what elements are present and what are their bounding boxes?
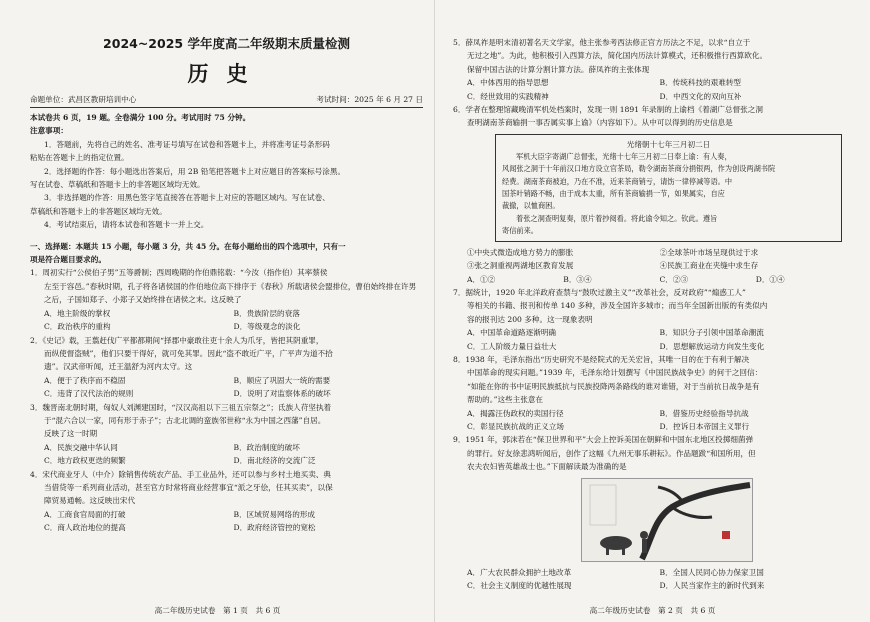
question-line: 无过之地”。为此，他积极引入西算方法，简化国内历法计算模式，还积极推行西算欧化。: [467, 51, 768, 61]
option: D．①④: [755, 274, 785, 284]
edict-line: 经费。湖南茶商被迫，乃在不准，近来茶商销亏，请饬一律停减等语。中: [502, 176, 733, 186]
question-line: 7．据统计，1920 年北洋政府查禁与“鼓吹过激主义”“改革社会，反对政府”“煽惑工人”: [453, 287, 746, 297]
option: D．控诉日本帝国主义罪行: [659, 421, 750, 431]
options-row: [453, 420, 852, 433]
question-line: 6．学者在整理馆藏晚清军机处档案时，发现一则 1891 年录制的上谕档《着湖广总督张之洞: [453, 105, 763, 115]
question-5: [453, 36, 852, 103]
options-row: [453, 90, 852, 103]
section-heading: 一、选择题：本题共 15 小题，每小题 3 分，共 45 分。在每小题给出的四个选项中，只有一: [30, 241, 346, 251]
note-line: 写在试卷、草稿纸和答题卡上的非答题区域均无效。: [30, 180, 205, 190]
question-3: [30, 401, 423, 468]
note-line: 3．非选择题的作答：用黑色签字笔直接答在答题卡上对应的答题区域内。写在试卷、: [44, 193, 330, 203]
edict-box: [495, 134, 842, 242]
question-line: 9．1951 年，郭沫若在“保卫世界和平”大会上控诉美国在朝鲜和中国东北地区投掷细菌弹: [453, 435, 754, 445]
option: B．③④: [563, 274, 592, 284]
note-line: 2．选择题的作答：每小题选出答案后，用 2B 铅笔把答题卡上对应题目的答案标号涂黑。: [44, 166, 346, 176]
exam-unit: 命题单位：武昌区教研培训中心: [30, 95, 137, 104]
question-line: 的罪行。好友徐悲鸿听闻后，创作了这幅《九州无事乐耕耘》。作品题跋“和国所用，但: [467, 448, 756, 458]
option: D．南北经济的交流广泛: [233, 456, 316, 466]
question-line: 5．薛凤祚是明末清初著名天文学家，他主张参考西法修正官方历法之不足，以求“自立于: [453, 38, 751, 47]
question-line: 等相关的书籍、报刊和传单 140 多种，涉及全国许多城市；而当年全国新出版的有类似内: [467, 301, 768, 311]
question-2: [30, 334, 423, 401]
options-row: [453, 273, 852, 286]
question-6: [453, 103, 852, 286]
question-line: “如能在你的书中证明民族抵抗与民族投降两条路线的谁对谁错，对于当前抗日战争是有: [467, 381, 760, 391]
question-8: [453, 353, 852, 433]
question-line: 查明湖南茶商输捐一事否属实事上谕》（内容如下）。从中可以得到的历史信息是: [467, 118, 733, 128]
option: C．②③: [659, 274, 689, 284]
question-line: 中国革命的现实问题。”1939 年，毛泽东给计划撰写《中国民族战争史》的何干之回信：: [467, 368, 763, 378]
option: A．地主阶级的掌权: [44, 308, 111, 318]
question-4: [30, 468, 423, 535]
page-footer: 高二年级历史试卷 第 2 页 共 6 页: [589, 606, 716, 615]
question-line: 于“混六合以一家，同有形于赤子”；古北北调的蛮族邻世称“永为中国之西藩”自居。: [44, 415, 326, 425]
option: B．全国人民同心协力保家卫国: [659, 567, 764, 577]
options-row: [30, 508, 423, 521]
note-line: 4．考试结束后，请将本试卷和答题卡一并上交。: [44, 220, 209, 230]
exam-time: 考试时间：2025 年 6 月 27 日: [316, 95, 423, 104]
question-line: 4．宋代商业牙人（中介）除销售传统农产品、手工业品外，还可以参与乡村土地买卖、典: [30, 469, 331, 479]
option: A．揭露汪伪政权的卖国行径: [467, 408, 564, 418]
question-line: 保留中国古法的计算分割计算方法。薛凤祚的主张体现: [467, 64, 650, 74]
option: C．彰显民族抗战的正义立场: [467, 421, 564, 431]
page-footer: 高二年级历史试卷 第 1 页 共 6 页: [154, 606, 281, 615]
ink-painting-graphic: [582, 479, 752, 561]
option: D．政府经济管控的宽松: [233, 523, 316, 533]
section-heading: 项是符合题目要求的。: [30, 255, 106, 265]
option: B．知识分子引领中国革命潮流: [659, 328, 764, 338]
items-row: [453, 246, 852, 259]
option: D．中西文化的双向互补: [659, 91, 742, 101]
item: ①中央式微造成地方势力的膨胀: [467, 247, 574, 257]
question-line: 容的报刊达 200 多种。这一现象表明: [467, 314, 593, 324]
edict-line: 裁撤，以恤商困。: [502, 201, 560, 211]
question-1: [30, 266, 423, 333]
option: C．政治秩序的重构: [44, 322, 111, 332]
option: A．民族交融中华认同: [44, 442, 118, 452]
option: B．政治制度的破坏: [233, 442, 300, 452]
option: A．便于了秩序而不稳固: [44, 375, 126, 385]
option: A．中国革命道路逐渐明确: [467, 328, 557, 338]
options-row: [30, 307, 423, 320]
item: ②全球茶叶市场呈现供过于求: [659, 247, 759, 257]
options-row: [453, 76, 852, 89]
question-line: 1．周初实行“公侯伯子男”五等爵制；西周晚期的作伯鼎铭载：“今汝（指作伯）其率蔡侯: [30, 268, 328, 278]
question-line: 3．魏晋南北朝时期，匈奴人刘渊建国时，“汉汉高祖以下三祖五宗祭之”；氐族人苻坚执着: [30, 402, 332, 412]
options-row: [453, 566, 852, 579]
option: A．中体西用的指导思想: [467, 78, 549, 88]
option: A．①②: [467, 274, 496, 284]
option: C．违背了汉代法治的规则: [44, 389, 134, 399]
question-line: 当借贷等一系列商业活动，甚至官方时常将商业经营事宜“派之牙侩，任其买卖”，以保: [44, 482, 333, 492]
options-row: [30, 374, 423, 387]
ink-painting-image: [581, 478, 753, 562]
option: A．工商食官局面的打破: [44, 509, 126, 519]
question-line: 帮助的。”这些主张意在: [467, 395, 544, 405]
option: C．地方政权更迭的频繁: [44, 456, 126, 466]
question-line: 而纵使督盗贼”，他们只要干得好，就可免其罪。因此“盗不敢近广平，广平声为道不拾: [44, 348, 333, 358]
exam-title: 2024~2025 学年度高二年级期末质量检测: [103, 36, 350, 51]
option: C．商人政治地位的提高: [44, 523, 126, 533]
question-7: [453, 286, 852, 353]
option: B．区域贸易网络的形成: [233, 509, 316, 519]
option: A．广大农民群众拥护土地改革: [467, 567, 572, 577]
options-row: [30, 521, 423, 534]
edict-line: 国茶叶销路不畅，由于成本太重，所有茶商输捐一节，如果属实，自应: [502, 189, 725, 199]
edict-line: 寄信前来。: [502, 226, 538, 236]
question-line: 障贸易通畅。这反映出宋代: [44, 496, 136, 506]
notes-title: 注意事项：: [30, 126, 68, 136]
options-row: [453, 340, 852, 353]
question-9: [453, 433, 852, 592]
option: C．工人阶级力量日益壮大: [467, 341, 557, 351]
option: B．贵族阶层的衰落: [233, 308, 300, 318]
options-row: [30, 320, 423, 333]
note-line: 粘贴在答题卡上的指定位置。: [30, 153, 129, 163]
option: D．人民当家作主的新时代到来: [659, 581, 765, 590]
question-line: 2．《史记》载，王翦赶伐广平都都期间“择郡中豪敢往吏十余人为爪牙，皆把其阴重罪，: [30, 335, 324, 345]
note-line: 草稿纸和答题卡上的非答题区域均无效。: [30, 206, 167, 216]
items-row: [453, 259, 852, 272]
options-row: [453, 407, 852, 420]
subject-title: 历史: [187, 61, 266, 86]
edict-line: 风闻张之洞于十年前汉口地方设立官茶局，勒令湖南茶商分捐银两，作为创设两湖书院: [502, 164, 776, 174]
options-row: [30, 387, 423, 400]
option: B．顺应了巩固大一统的需要: [233, 375, 331, 385]
edict-line: 着张之洞查明复奏，原片着抄阅看。将此谕令知之。钦此。遵旨: [516, 213, 718, 223]
edict-title: 光绪朝十七年三月初二日: [626, 139, 711, 149]
exam-note-line: 本试卷共 6 页，19 题。全卷满分 100 分。考试用时 75 分钟。: [30, 113, 251, 122]
option: D．思想解放运动方向发生变化: [659, 341, 765, 351]
options-row: [453, 326, 852, 339]
item: ④民族工商业在夹缝中求生存: [659, 261, 759, 271]
edict-line: 军机大臣字寄湖广总督张，光绪十七年三月初二日奉上谕：有人奏，: [516, 151, 732, 161]
question-line: 左至于容邑。”春秋时期，孔子将各诸侯国的作伯地位高下排序于《春秋》所载诸侯会盟排位，曹伯始终排在许男: [44, 281, 417, 291]
question-line: 反映了这一时期: [44, 429, 98, 439]
option: C．经世致用的实践精神: [467, 91, 549, 101]
note-line: 1．答题前，先将自己的姓名、准考证号填写在试卷和答题卡上，并将准考证号条形码: [44, 139, 330, 149]
question-line: 遗”。汉武帝听闻，迁王温舒为河内太守。这: [44, 362, 193, 372]
question-line: 之后，子国如郑子、小郑子又始终排在诸侯之末。这反映了: [44, 295, 242, 305]
option: B．借鉴历史经验指导抗战: [659, 408, 749, 418]
option: D．等级观念的淡化: [233, 322, 301, 332]
option: D．说明了对监察体系的破坏: [233, 389, 331, 399]
question-line: 8．1938 年，毛泽东指出“历史研究不是经院式的无关宏旨，其唯一目的在于有利于解决: [453, 354, 750, 364]
option: B．传统科技的艰难转型: [659, 78, 742, 88]
options-row: [453, 579, 852, 592]
option: C．社会主义制度的优越性展现: [467, 581, 572, 590]
options-row: [30, 441, 423, 454]
question-line: 农夫农妇皆英雄战士也。”下面解读最为准确的是: [467, 462, 627, 472]
item: ③张之洞重视两湖地区教育发展: [467, 261, 574, 271]
exam-meta: [30, 94, 423, 108]
options-row: [30, 454, 423, 467]
page-right: [435, 0, 870, 622]
